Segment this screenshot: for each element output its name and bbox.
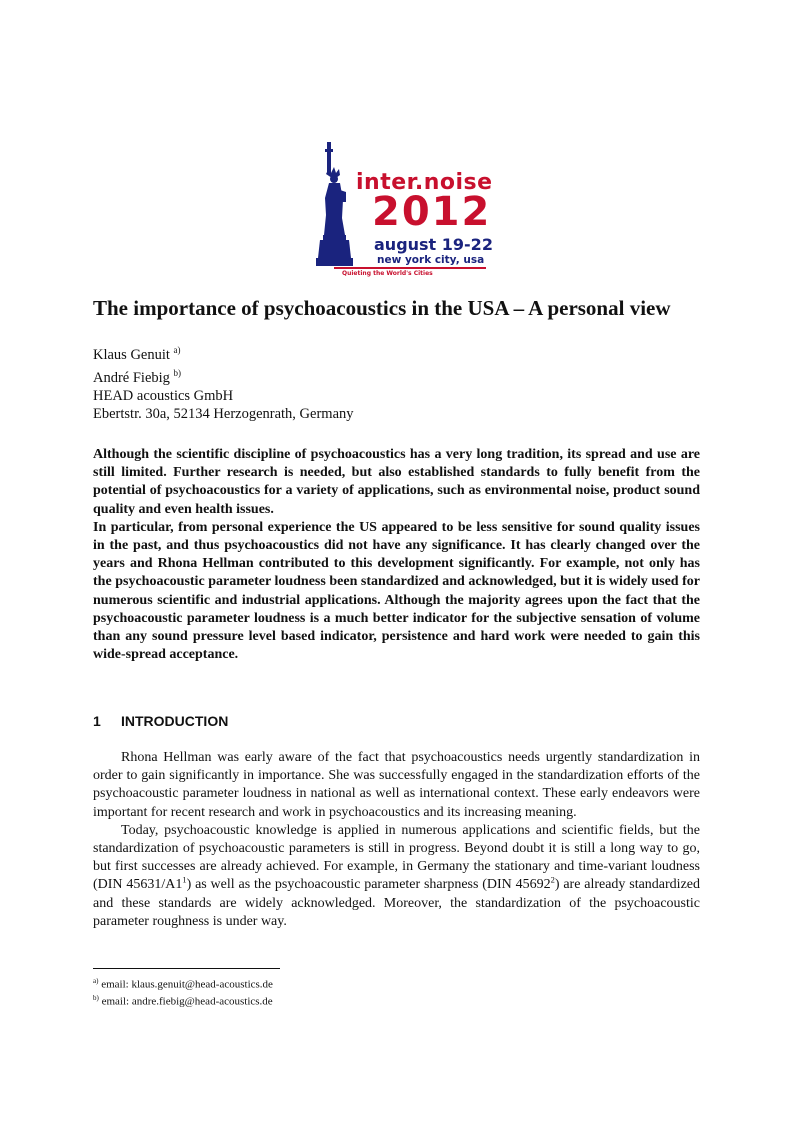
footnotes bbox=[93, 975, 273, 1008]
footnote-text: email: andre.fiebig@head-acoustics.de bbox=[98, 995, 273, 1008]
section-heading bbox=[93, 713, 228, 729]
author-name: André Fiebig bbox=[93, 369, 170, 386]
logo-city: new york city, usa bbox=[377, 254, 485, 266]
logo-divider bbox=[334, 267, 486, 269]
footnote-mark: b) bbox=[93, 993, 99, 1002]
footnote-divider bbox=[93, 968, 280, 969]
author-block bbox=[93, 341, 354, 423]
footnote-text: email: klaus.genuit@head-acoustics.de bbox=[98, 978, 273, 991]
footnote-mark: a) bbox=[93, 977, 99, 985]
abstract bbox=[93, 446, 700, 664]
footnote bbox=[93, 975, 273, 992]
author-name: Klaus Genuit bbox=[93, 346, 170, 363]
abstract-paragraph: Although the scientific discipline of psychoacoustics has a very long tradition, its spread and use are still limited. Further research is needed, but also established standards to fully benefit from the potential of psychoacoustics for a variety of applications, such as environmental noise, product sound quality and even health issues. bbox=[93, 447, 700, 517]
abstract-paragraph: In particular, from personal experience the US appeared to be less sensitive for sound quality issues in the past, and thus psychoacoustics did not have any significance. It has clearly changed over the years and Rhona Hellman contributed to this development significantly. For example, not only has the psychoacoustic parameter loudness been standardized and acknowledged, but it is widely used for numerous scientific and industrial applications. Although the majority agrees upon the fact that the psychoacoustic parameter loudness is a much better indicator for the subjective sensation of volume than any sound pressure level based indicator, persistence and hard work were needed to gain this wide-spread acceptance. bbox=[93, 519, 700, 663]
logo-dates: august 19-22 bbox=[374, 235, 493, 254]
footnote bbox=[93, 992, 273, 1009]
affiliation-address: Ebertstr. 30a, 52134 Herzogenrath, Germany bbox=[93, 405, 354, 422]
author-line bbox=[93, 341, 354, 364]
author-mark: a) bbox=[173, 345, 181, 355]
logo-conference-name: inter.noise bbox=[356, 170, 493, 195]
author-mark: b) bbox=[173, 367, 182, 378]
section-number: 1 bbox=[93, 713, 101, 729]
body-text bbox=[93, 749, 700, 931]
body-text-run: Today, psychoacoustic knowledge is applied in numerous applications and scientific fields, but the standardization of psychoacoustic parameters is still in progress. Beyond doubt it is still a long way to go, but first successes are already achieved. For example, in Germany the stationary and time-variant loudness (DIN 45631/A1 bbox=[93, 822, 700, 893]
reference-mark: 2 bbox=[550, 874, 555, 885]
body-paragraph: Rhona Hellman was early aware of the fact that psychoacoustics needs urgently standardization in order to gain significantly in importance. She was successfully engaged in the standardization efforts of the psychoacoustic parameter loudness in national as well as international context. These early endeavors were important for recent research and work in psychoacoustics and its increasing meaning. bbox=[93, 750, 700, 820]
affiliation-org: HEAD acoustics GmbH bbox=[93, 387, 234, 404]
body-text-run: ) are already standardized and these standards are widely acknowledged. Moreover, the standardization of the psychoacoustic parameter roughness is under way. bbox=[93, 877, 700, 929]
section-title: INTRODUCTION bbox=[121, 713, 229, 729]
body-paragraph bbox=[93, 822, 700, 931]
body-text-run: ) as well as the psychoacoustic parameter sharpness (DIN 45692 bbox=[186, 877, 551, 893]
paper-title: The importance of psychoacoustics in the USA – A personal view bbox=[93, 296, 671, 320]
reference-mark: 1 bbox=[182, 874, 187, 885]
author-line bbox=[93, 364, 354, 387]
logo-tagline: Quieting the World's Cities bbox=[342, 270, 433, 277]
logo-year: 2012 bbox=[372, 189, 492, 235]
conference-logo bbox=[312, 140, 492, 280]
